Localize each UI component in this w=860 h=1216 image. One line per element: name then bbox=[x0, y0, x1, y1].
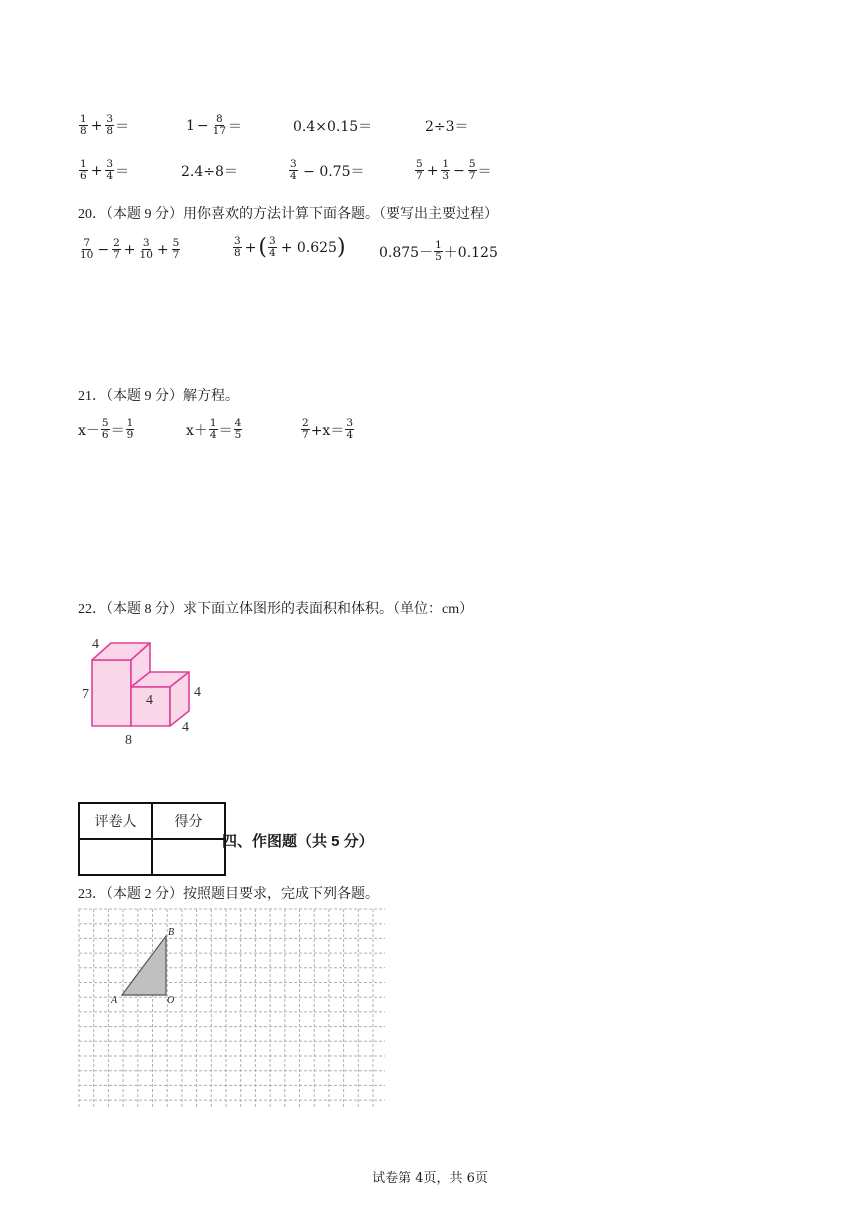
point-b-label: B bbox=[168, 927, 175, 938]
fraction: $\frac{2}{7}$ bbox=[113, 237, 120, 262]
calc-1-4: 2÷3＝ bbox=[425, 119, 469, 135]
label-bottom-right: 4 bbox=[182, 720, 189, 735]
fraction: $\frac{5}{7}$ bbox=[468, 158, 476, 183]
fraction: $\frac{8}{17}$ bbox=[212, 113, 227, 138]
fraction: $\frac{1}{4}$ bbox=[209, 417, 217, 442]
drawing-grid[interactable] bbox=[78, 908, 386, 1108]
q20-expression-1: $\frac{7}{10}$ − $\frac{2}{7}$ + $\frac{3}{10}$ + $\frac{5}{7}$ bbox=[80, 237, 180, 262]
fraction: $\frac{5}{6}$ bbox=[101, 417, 109, 442]
calc-2-4: $\frac{5}{7}$ + $\frac{1}{3}$ − $\frac{5}{7}$ ＝ bbox=[416, 158, 492, 183]
eq1-prefix: x－ bbox=[78, 422, 100, 439]
grid-lines bbox=[79, 909, 385, 1107]
grader-header: 评卷人 bbox=[79, 803, 152, 839]
q21-equation-3 bbox=[300, 418, 355, 441]
fraction: $\frac{3}{4}$ bbox=[106, 158, 114, 183]
calc-2-1: $\frac{1}{6}$ + $\frac{3}{4}$ ＝ bbox=[80, 158, 130, 183]
triangle-aob bbox=[122, 936, 166, 995]
label-front: 4 bbox=[146, 693, 153, 708]
fraction: $\frac{3}{4}$ bbox=[346, 417, 354, 442]
calc-2-2: 2.4÷8＝ bbox=[181, 164, 238, 180]
grader-cell[interactable] bbox=[79, 839, 152, 875]
question-22-title: 22．（本题 8 分）求下面立体图形的表面积和体积。（单位：cm） bbox=[78, 602, 474, 617]
fraction: $\frac{5}{7}$ bbox=[416, 158, 423, 183]
tall-box-front bbox=[92, 660, 131, 726]
fraction: $\frac{1}{9}$ bbox=[126, 417, 134, 442]
fraction: $\frac{3}{8}$ bbox=[234, 235, 241, 260]
section-4-title: 四、作图题（共 5 分） bbox=[222, 833, 374, 850]
label-left: 7 bbox=[82, 687, 89, 702]
eq3-suffix: +x＝ bbox=[310, 422, 345, 439]
label-bottom: 8 bbox=[125, 733, 132, 748]
q20-expr2-tail: + 0.625 bbox=[280, 239, 337, 256]
q20-expression-2: $\frac{3}{8}$ + ( $\frac{3}{4}$ + 0.625 ) bbox=[234, 234, 346, 260]
calc-2-3: $\frac{3}{4}$ − 0.75＝ bbox=[290, 158, 365, 183]
question-20-title: 20．（本题 9 分）用你喜欢的方法计算下面各题。（要写出主要过程） bbox=[78, 207, 498, 222]
q21-equation-2: x＋ $\frac{1}{4}$ ＝ $\frac{4}{5}$ bbox=[186, 417, 242, 442]
fraction: $\frac{7}{10}$ bbox=[80, 237, 94, 262]
question-23-title: 23．（本题 2 分）按照题目要求，完成下列各题。 bbox=[78, 887, 379, 902]
fraction: $\frac{1}{3}$ bbox=[442, 158, 450, 183]
fraction: $\frac{3}{4}$ bbox=[290, 158, 297, 183]
fraction: $\frac{3}{8}$ bbox=[106, 113, 114, 138]
calc-1-2: 1 − $\frac{8}{17}$ ＝ bbox=[186, 113, 243, 138]
calc-1-3: 0.4×0.15＝ bbox=[293, 119, 373, 135]
q21-equation-1: x－ $\frac{5}{6}$ ＝ $\frac{1}{9}$ bbox=[78, 417, 134, 442]
page-footer: 试卷第 4页，共 6页 bbox=[372, 1171, 488, 1186]
fraction: $\frac{1}{6}$ bbox=[80, 158, 87, 183]
fraction: $\frac{2}{7}$ bbox=[302, 417, 309, 442]
score-header: 得分 bbox=[152, 803, 225, 839]
calc-1-1: $\frac{1}{8}$ + $\frac{3}{8}$ ＝ bbox=[80, 113, 130, 138]
solid-figure bbox=[74, 632, 214, 750]
label-right: 4 bbox=[194, 685, 201, 700]
question-21-title: 21．（本题 9 分）解方程。 bbox=[78, 389, 239, 404]
fraction: $\frac{3}{4}$ bbox=[269, 235, 276, 260]
grader-table bbox=[78, 802, 226, 876]
point-a-label: A bbox=[111, 995, 118, 1006]
fraction: $\frac{5}{7}$ bbox=[172, 237, 180, 262]
q20-expr3-suffix: ＋0.125 bbox=[443, 244, 498, 261]
q20-expr3-prefix: 0.875－ bbox=[379, 244, 434, 261]
q20-expression-3 bbox=[379, 240, 498, 263]
label-top: 4 bbox=[92, 637, 99, 652]
fraction: $\frac{4}{5}$ bbox=[234, 417, 242, 442]
fraction: $\frac{3}{10}$ bbox=[139, 237, 153, 262]
solid-figure-shapes bbox=[92, 643, 189, 726]
fraction: $\frac{1}{5}$ bbox=[435, 239, 442, 264]
point-o-label: O bbox=[167, 995, 175, 1006]
score-cell[interactable] bbox=[152, 839, 225, 875]
fraction: $\frac{1}{8}$ bbox=[80, 113, 87, 138]
eq2-prefix: x＋ bbox=[186, 422, 208, 439]
